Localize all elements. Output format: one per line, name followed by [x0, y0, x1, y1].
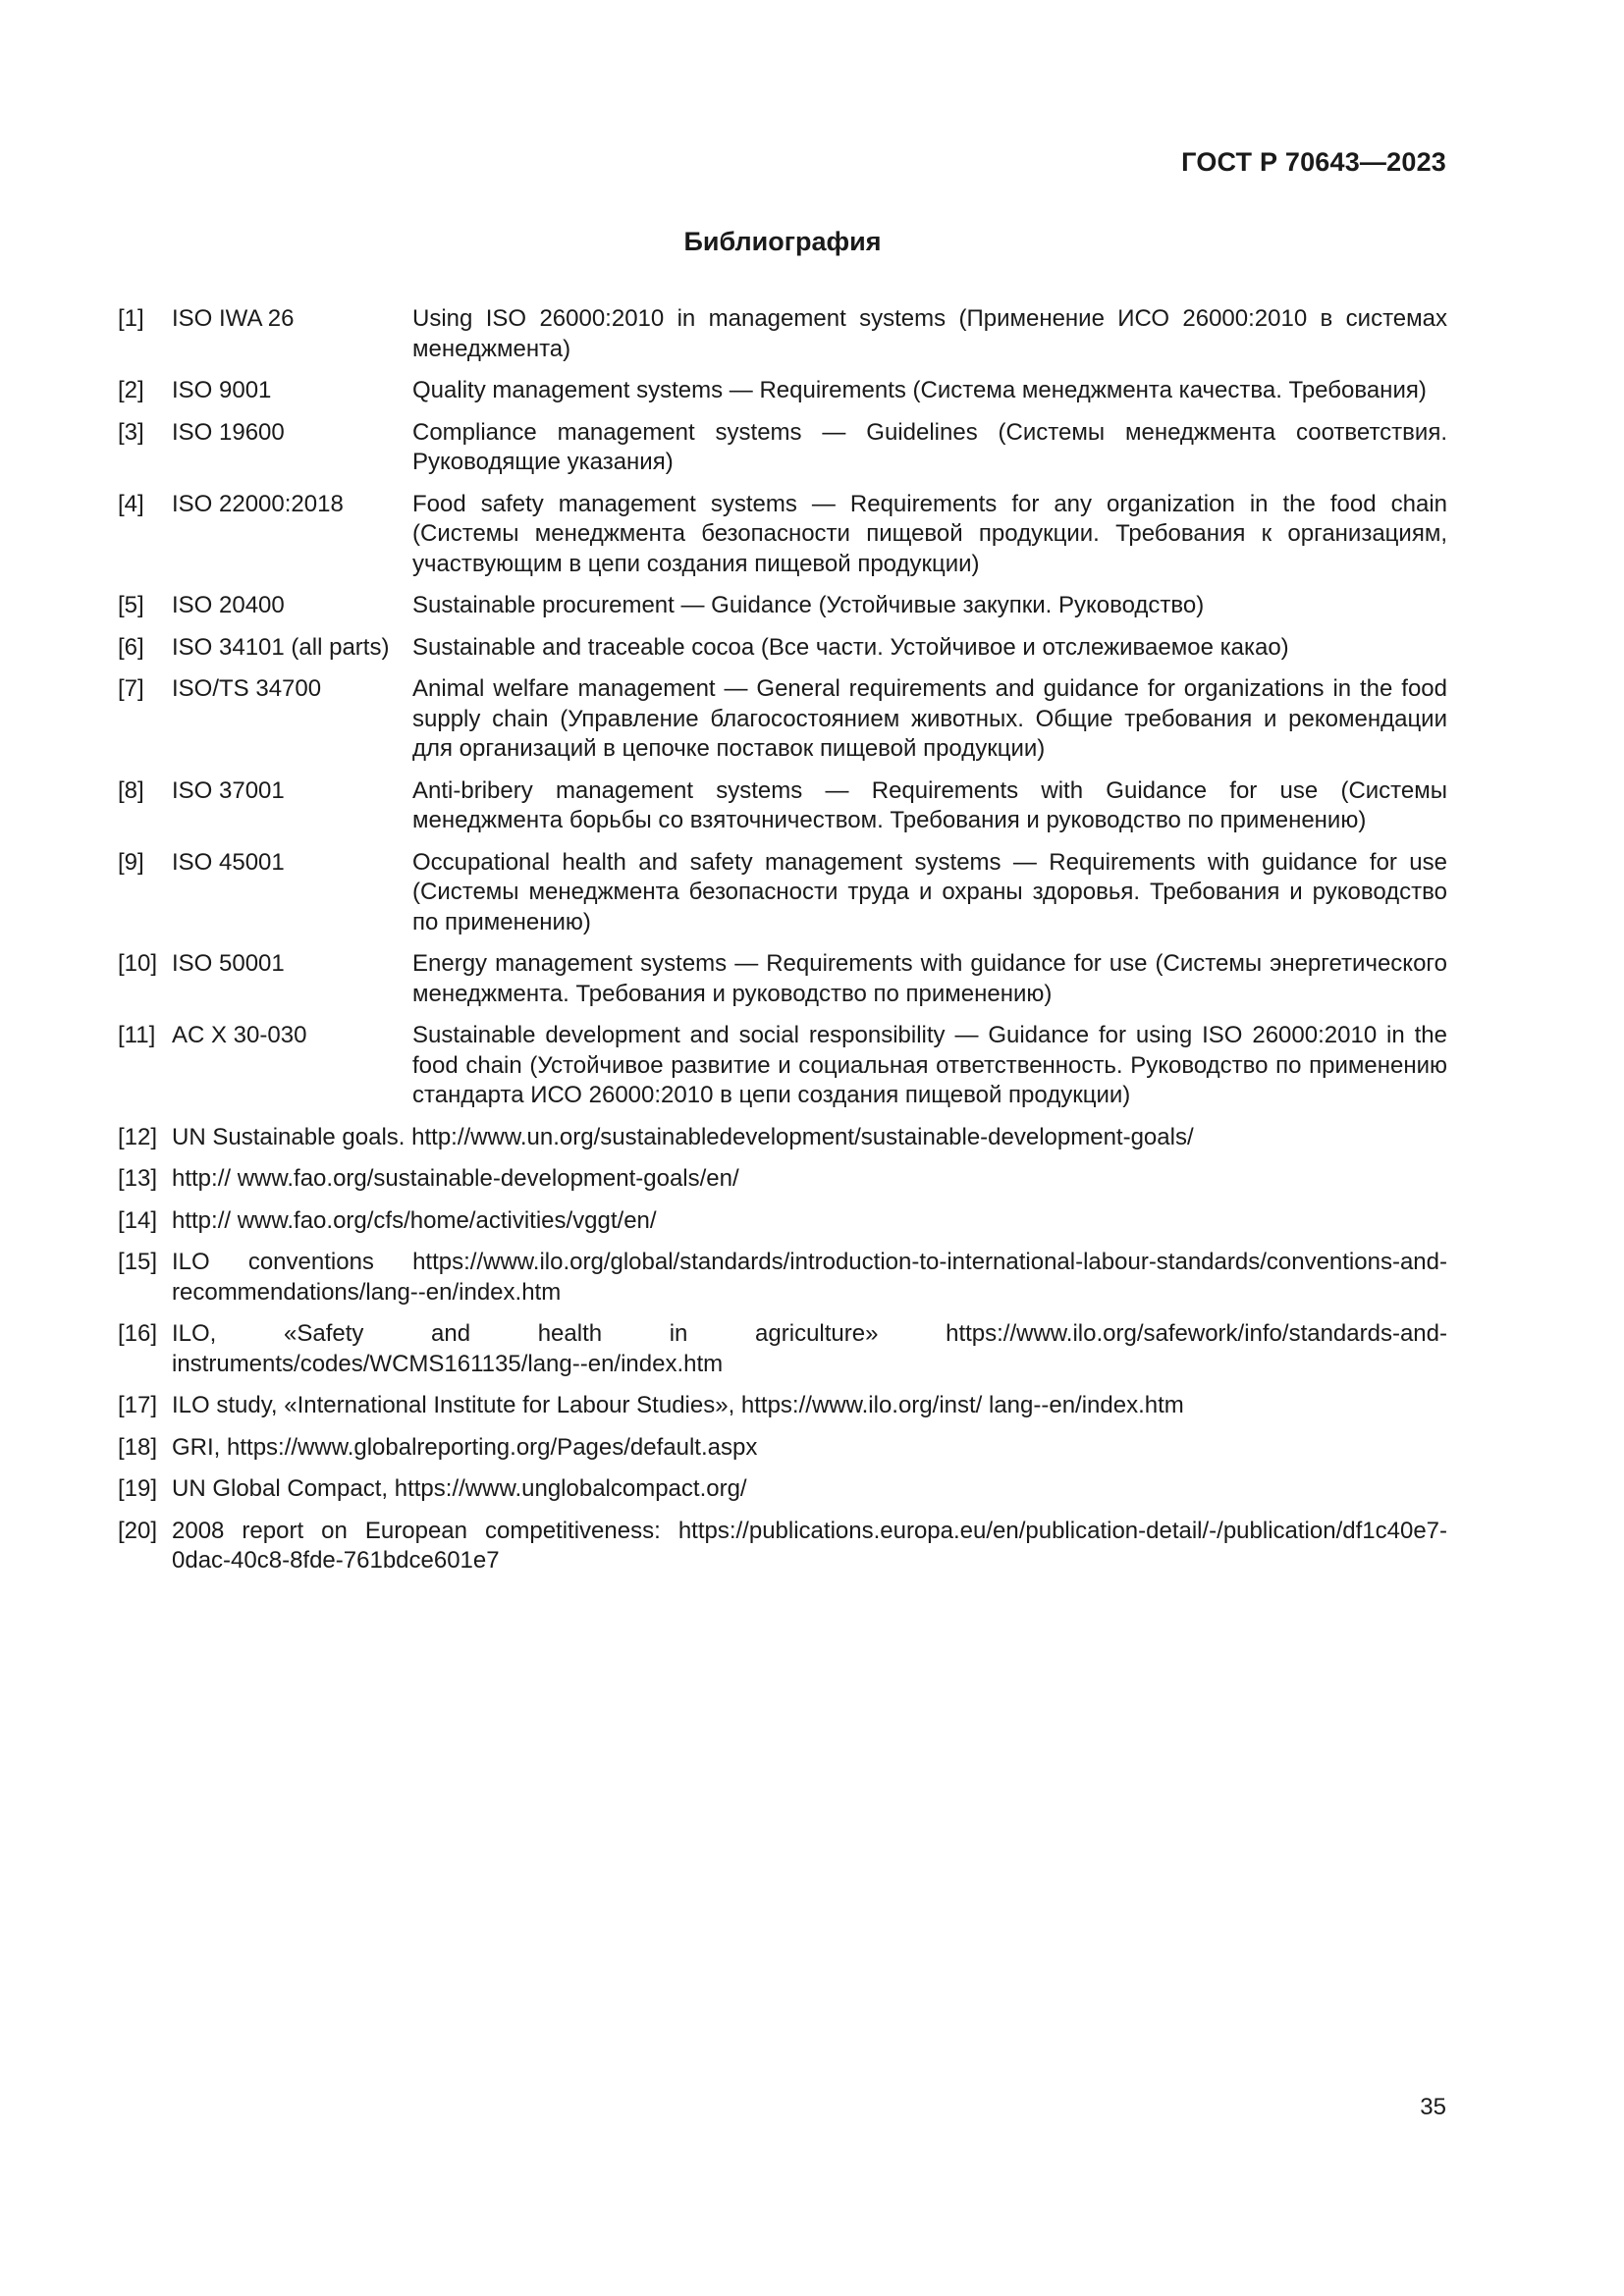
entry-code: ISO 9001: [172, 377, 272, 403]
entry-number: [9]: [118, 848, 144, 876]
entry-number: [13]: [118, 1165, 158, 1192]
entry-number: [18]: [118, 1433, 158, 1461]
bibliography-entry: [118, 591, 1447, 621]
entry-description: Sustainable development and social responsibility — Guidance for using ISO 26000:2010 in the food chain (Устойчивое развитие и социальная ответственность. Руководство по применению стандарта ИСО 26000:2010 в цепи создания пищевой продукции): [412, 1022, 1447, 1108]
bibliography-entry: [118, 633, 1447, 664]
entry-description: Animal welfare management — General requirements and guidance for organizations in the food supply chain (Управление благосостоянием животных. Общие требования и рекомендации для организаций в цепочке поставок пищевой продукции): [412, 675, 1447, 762]
entry-description: Occupational health and safety management systems — Requirements with guidance for use (Системы менеджмента безопасности труда и охраны здоровья. Требования и руководство по применению): [412, 848, 1447, 935]
bibliography-entry: [118, 490, 1447, 580]
entry-number: [2]: [118, 377, 144, 403]
bibliography-link-entry: [118, 1248, 1447, 1308]
entry-link-text: UN Global Compact, https://www.unglobalcompact.org/: [172, 1475, 747, 1502]
bibliography-entry: [118, 1021, 1447, 1111]
bibliography-list: [118, 304, 1447, 1588]
bibliography-link-entry: [118, 1391, 1447, 1421]
entry-number: [11]: [118, 1022, 156, 1048]
bibliography-entry: [118, 304, 1447, 364]
bibliography-link-entry: [118, 1517, 1447, 1576]
entry-number: [4]: [118, 490, 144, 517]
entry-link-text: http:// www.fao.org/cfs/home/activities/vggt/en/: [172, 1206, 657, 1234]
entry-code: ISO/TS 34700: [172, 675, 322, 702]
entry-number: [8]: [118, 776, 144, 804]
bibliography-link-entry: [118, 1474, 1447, 1505]
entry-link-text: GRI, https://www.globalreporting.org/Pages/default.aspx: [172, 1433, 758, 1461]
entry-number: [7]: [118, 675, 144, 702]
entry-code: ISO 20400: [172, 592, 285, 618]
entry-number: [12]: [118, 1123, 158, 1150]
entry-number: [16]: [118, 1320, 158, 1347]
entry-number: [3]: [118, 418, 144, 446]
entry-code: ISO IWA 26: [172, 305, 295, 332]
entry-description: Using ISO 26000:2010 in management systems (Применение ИСО 26000:2010 в системах менеджмента): [412, 305, 1447, 362]
entry-number: [6]: [118, 633, 144, 661]
entry-code: ISO 37001: [172, 776, 285, 804]
entry-description: Sustainable procurement — Guidance (Устойчивые закупки. Руководство): [412, 592, 1205, 618]
entry-number: [17]: [118, 1392, 158, 1418]
entry-description: Compliance management systems — Guidelines (Системы менеджмента соответствия. Руководящие указания): [412, 418, 1447, 475]
bibliography-entry: [118, 949, 1447, 1009]
entry-link-text: ILO study, «International Institute for Labour Studies», https://www.ilo.org/inst/ lang--en/index.htm: [172, 1392, 1184, 1418]
entry-description: Energy management systems — Requirements with guidance for use (Системы энергетического менеджмента. Требования и руководство по применению): [412, 950, 1447, 1007]
bibliography-link-entry: [118, 1123, 1447, 1153]
entry-description: Sustainable and traceable cocoa (Все части. Устойчивое и отслеживаемое какао): [412, 633, 1289, 661]
entry-number: [5]: [118, 592, 144, 618]
entry-code: ISO 50001: [172, 950, 285, 977]
entry-code: AC X 30-030: [172, 1022, 307, 1048]
page-title: Библиография: [683, 227, 882, 256]
entry-number: [14]: [118, 1206, 158, 1234]
document-id: ГОСТ Р 70643—2023: [1181, 147, 1446, 177]
entry-link-text: http:// www.fao.org/sustainable-development-goals/en/: [172, 1165, 739, 1192]
entry-code: ISO 45001: [172, 848, 285, 876]
entry-number: [1]: [118, 305, 144, 332]
entry-code: ISO 19600: [172, 418, 285, 446]
entry-link-text: ILO, «Safety and health in agriculture» https://www.ilo.org/safework/info/standards-and-instruments/codes/WCMS161135/lang--en/index.htm: [172, 1320, 1447, 1377]
entry-description: Quality management systems — Requirements (Система менеджмента качества. Требования): [412, 377, 1427, 403]
bibliography-entry: [118, 674, 1447, 765]
entry-link-text: 2008 report on European competitiveness: https://publications.europa.eu/en/publication-detail/-/publication/df1c40e7-0dac-40c8-8fde-761bdce601e7: [172, 1517, 1447, 1574]
entry-code: ISO 34101 (all parts): [172, 633, 390, 661]
bibliography-link-entry: [118, 1433, 1447, 1464]
entry-description: Food safety management systems — Requirements for any organization in the food chain (Системы менеджмента безопасности пищевой продукции. Требования к организациям, участвующим в цепи создания пищевой продукции): [412, 490, 1447, 577]
bibliography-link-entry: [118, 1319, 1447, 1379]
entry-code: ISO 22000:2018: [172, 490, 344, 517]
entry-number: [20]: [118, 1517, 158, 1544]
bibliography-link-entry: [118, 1206, 1447, 1237]
entry-description: Anti-bribery management systems — Requirements with Guidance for use (Системы менеджмента борьбы со взяточничеством. Требования и руководство по применению): [412, 776, 1447, 833]
page-number: 35: [1420, 2094, 1446, 2120]
bibliography-entry: [118, 776, 1447, 836]
entry-number: [10]: [118, 950, 158, 977]
bibliography-link-entry: [118, 1164, 1447, 1195]
entry-number: [15]: [118, 1249, 158, 1275]
bibliography-entry: [118, 848, 1447, 938]
bibliography-entry: [118, 418, 1447, 478]
entry-number: [19]: [118, 1475, 158, 1502]
entry-link-text: UN Sustainable goals. http://www.un.org/sustainabledevelopment/sustainable-development-goals/: [172, 1123, 1194, 1150]
bibliography-entry: [118, 376, 1447, 406]
entry-link-text: ILO conventions https://www.ilo.org/global/standards/introduction-to-international-labour-standards/conventions-and-recommendations/lang--en/index.htm: [172, 1249, 1447, 1306]
